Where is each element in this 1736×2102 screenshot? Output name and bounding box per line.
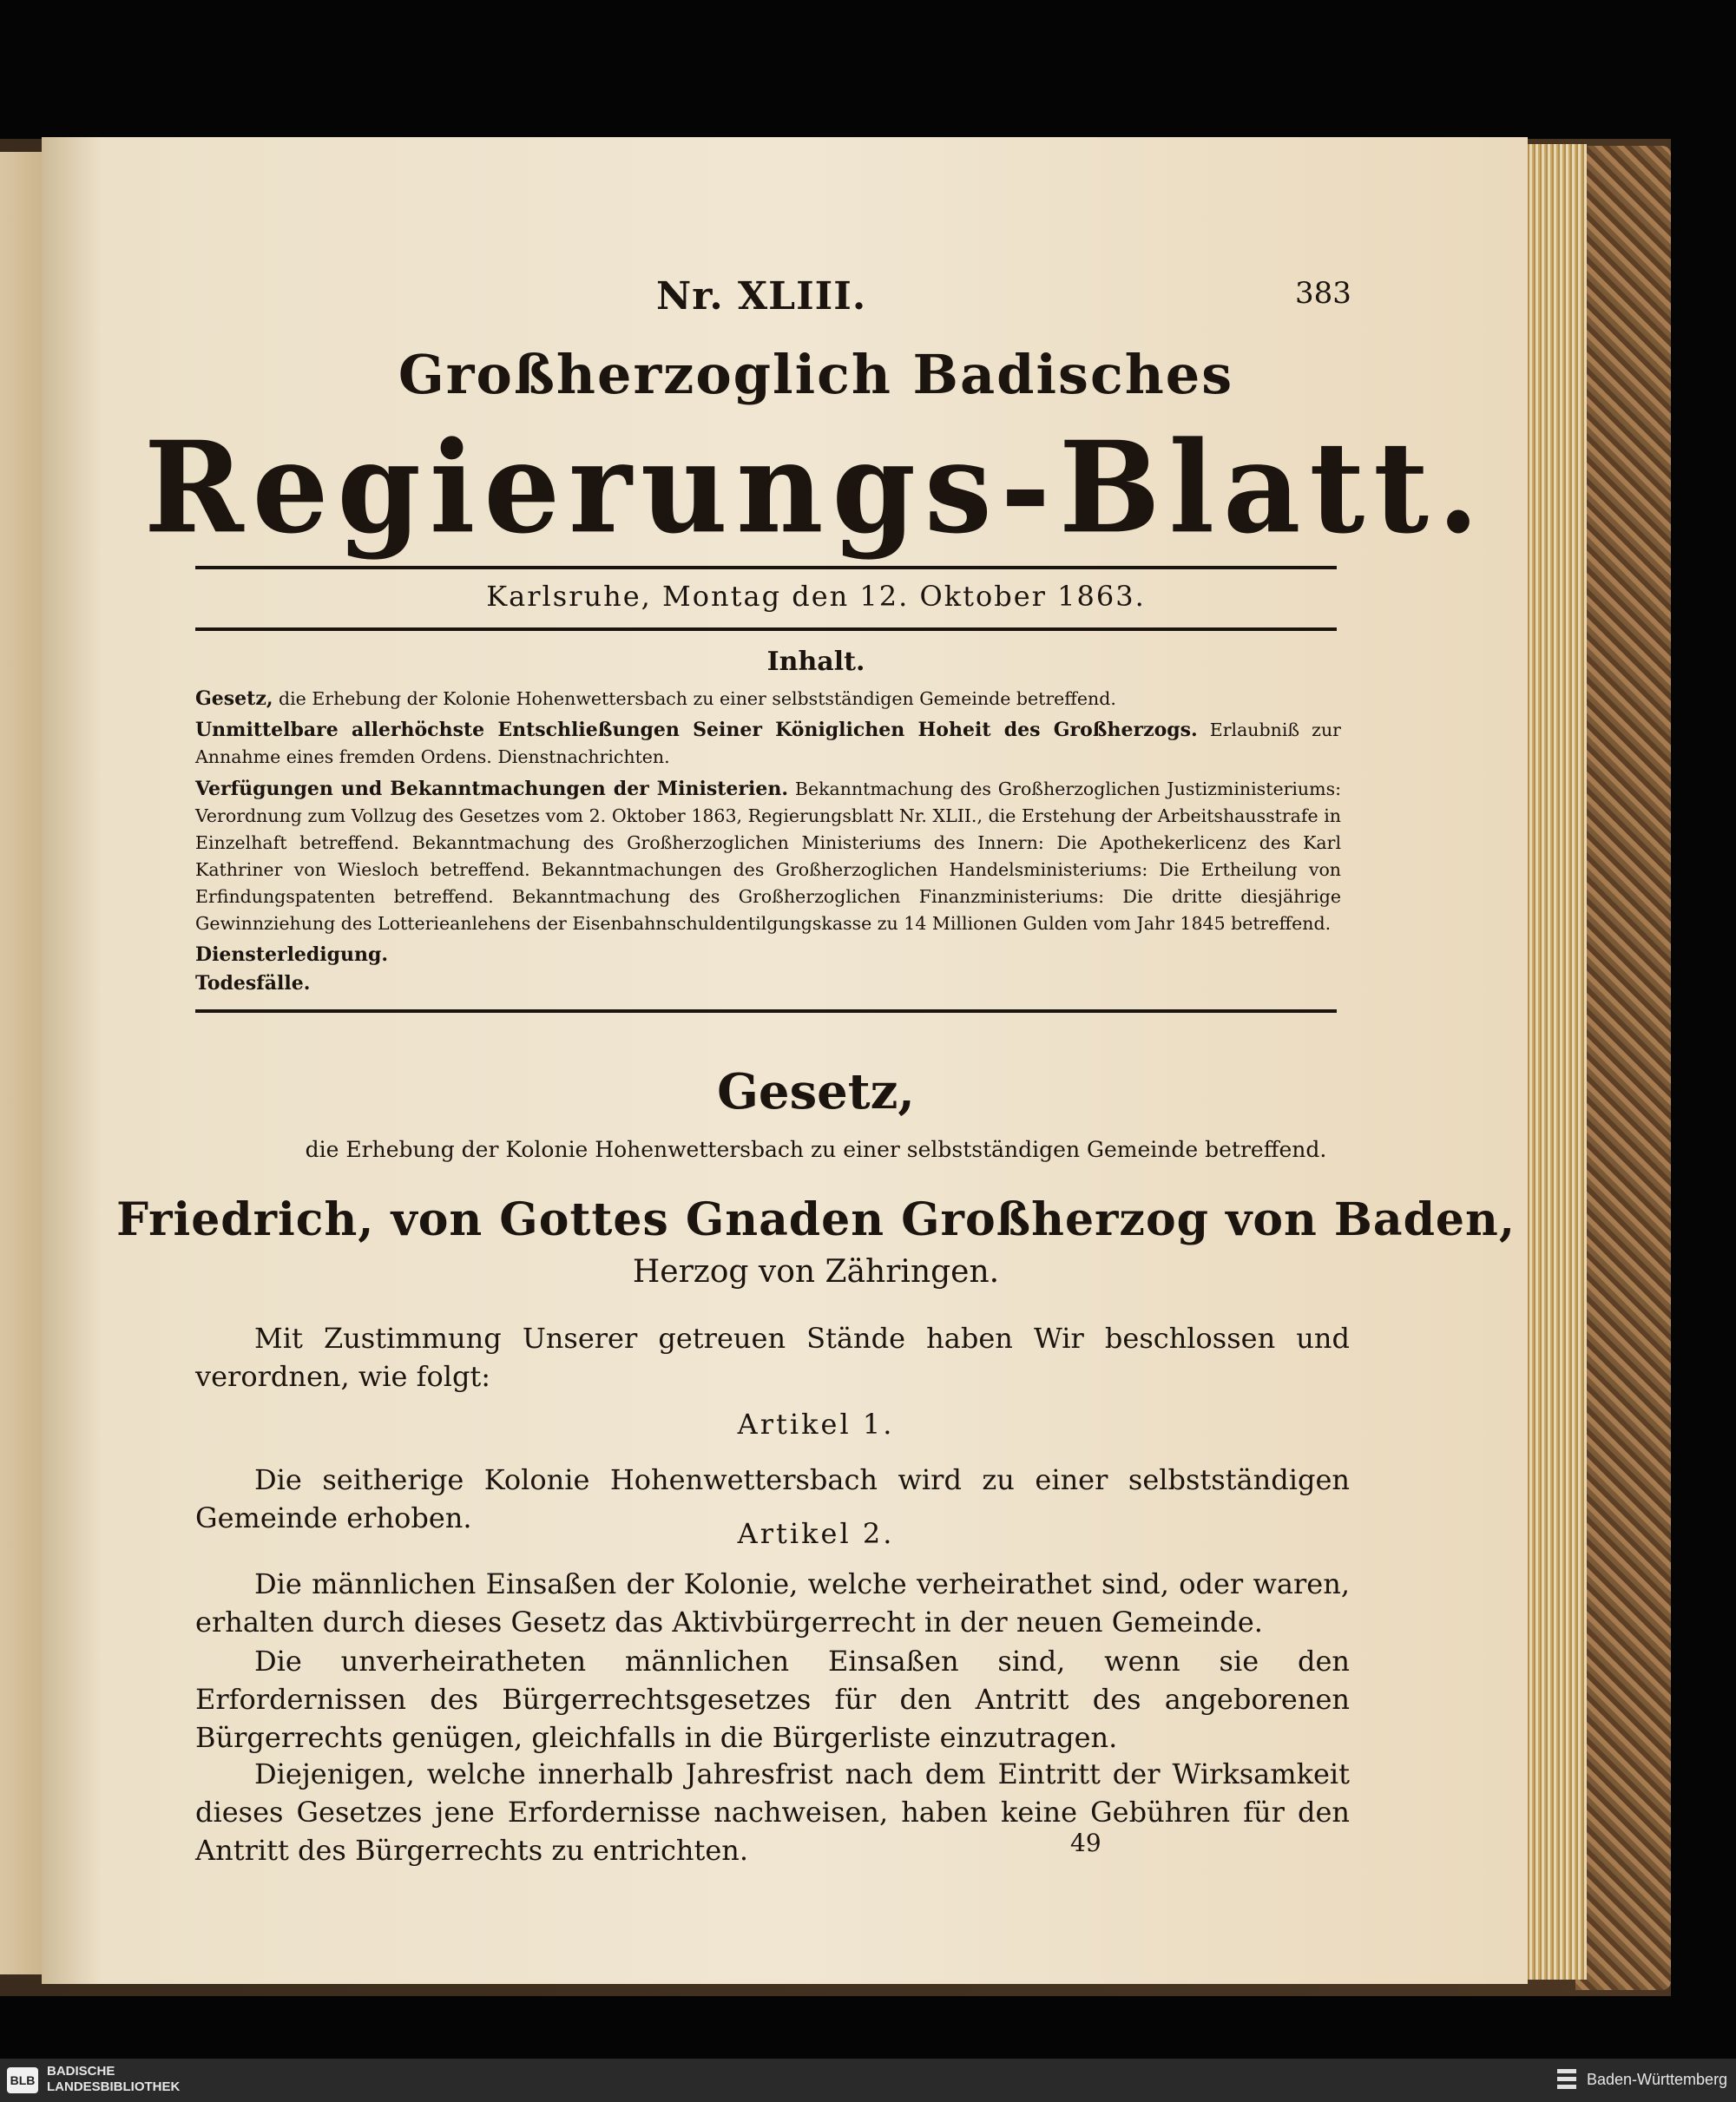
- contents-entry: [195, 686, 1341, 713]
- contents-entry: [195, 776, 1341, 937]
- contents-entry-lead: Diensterledigung.: [195, 943, 389, 966]
- rule-dateline: [195, 627, 1337, 631]
- dateline: Karlsruhe, Montag den 12. Oktober 1863.: [486, 580, 1146, 613]
- article-1-text: Die seitherige Kolonie Hohenwettersbach wird zu einer selbstständigen Gemeinde erhoben.: [195, 1463, 1350, 1534]
- contents-entry-text: Bekanntmachung des Großherzoglichen Justizministeriums: Verordnung zum Vollzug des Gesetzes vom 2. Oktober 1863, Regierungsblatt Nr. XLII., die Erstehung der Arbeitshausstrafe in Einzelhaft betreffend. Bekanntmachung des Großherzoglichen Ministeriums des Innern: Die Apothekerlicenz des Karl Kathriner von Wiesloch betreffend. Bekanntmachungen des Großherzoglichen Handelsministeriums: Die Ertheilung von Erfindungspatenten betreffend. Bekanntmachung des Großherzoglichen Finanzministeriums: Die dritte diesjährige Gewinnziehung des Lotterieanlehens der Eisenbahnschuldentilgungskasse zu 14 Millionen Gulden vom Jahr 1845 betreffend.: [195, 778, 1341, 934]
- issue-number: Nr. XLIII.: [656, 274, 867, 319]
- library-logo[interactable]: BLB: [7, 2067, 38, 2093]
- masthead: Regierungs-Blatt.: [143, 412, 1489, 562]
- preamble: Mit Zustimmung Unserer getreuen Stände haben Wir beschlossen und verordnen, wie folgt:: [195, 1322, 1350, 1393]
- library-name-line: BADISCHE: [47, 2064, 115, 2079]
- state-crest-icon: [1557, 2069, 1576, 2092]
- article-2-paragraph: Die unverheiratheten männlichen Einsaßen sind, wenn sie den Erfordernissen des Bürgerrechtsgesetzes für den Antritt des angeborenen Bürgerrechts genügen, gleichfalls in die Bürgerliste einzutragen.: [195, 1645, 1350, 1754]
- contents-entry-lead: Todesfälle.: [195, 972, 311, 995]
- viewer-footer: [0, 2059, 1736, 2102]
- ruler-subtitle: Herzog von Zähringen.: [632, 1254, 1000, 1290]
- contents-entry-lead: Verfügungen und Bekanntmachungen der Ministerien.: [195, 778, 789, 800]
- contents-entry: [195, 717, 1341, 771]
- library-name: [47, 2064, 255, 2095]
- contents-entry: [195, 942, 1341, 969]
- article-1-title: Artikel 1.: [737, 1408, 895, 1441]
- ruler-title: Friedrich, von Gottes Gnaden Großherzog von Baden,: [116, 1193, 1516, 1246]
- contents-entry: [195, 970, 1341, 997]
- signature-mark: 49: [1070, 1829, 1101, 1857]
- contents-entry-text: Erlaubniß zur Annahme eines fremden Ordens. Dienstnachrichten.: [195, 719, 1341, 767]
- article-2-paragraph: Die männlichen Einsaßen der Kolonie, welche verheirathet sind, oder waren, erhalten durch dieses Gesetz das Aktivbürgerrecht in der neuen Gemeinde.: [195, 1567, 1350, 1639]
- article-2-title: Artikel 2.: [737, 1517, 895, 1550]
- state-name[interactable]: Baden-Württemberg: [1587, 2071, 1728, 2088]
- rule-contents: [195, 1009, 1337, 1013]
- article-2-paragraph: Diejenigen, welche innerhalb Jahresfrist nach dem Eintritt der Wirksamkeit dieses Gesetzes jene Erfordernisse nachweisen, haben keine Gebühren für den Antritt des Bürgerrechts zu entrichten.: [195, 1757, 1350, 1867]
- law-title: Gesetz,: [717, 1063, 915, 1120]
- law-subtitle: die Erhebung der Kolonie Hohenwettersbach zu einer selbstständigen Gemeinde betreffend.: [305, 1137, 1327, 1162]
- library-name-line: LANDESBIBLIOTHEK: [47, 2079, 181, 2094]
- contents-heading: Inhalt.: [766, 647, 865, 677]
- publisher-title: Großherzoglich Badisches: [398, 343, 1234, 406]
- page-number: 383: [1295, 276, 1351, 311]
- contents-entry-lead: Gesetz,: [195, 687, 273, 710]
- contents-entry-text: die Erhebung der Kolonie Hohenwettersbach zu einer selbstständigen Gemeinde betreffend.: [273, 688, 1116, 709]
- contents-entry-lead: Unmittelbare allerhöchste Entschließungen Seiner Königlichen Hoheit des Großherzogs.: [195, 719, 1198, 741]
- rule-top: [195, 566, 1337, 569]
